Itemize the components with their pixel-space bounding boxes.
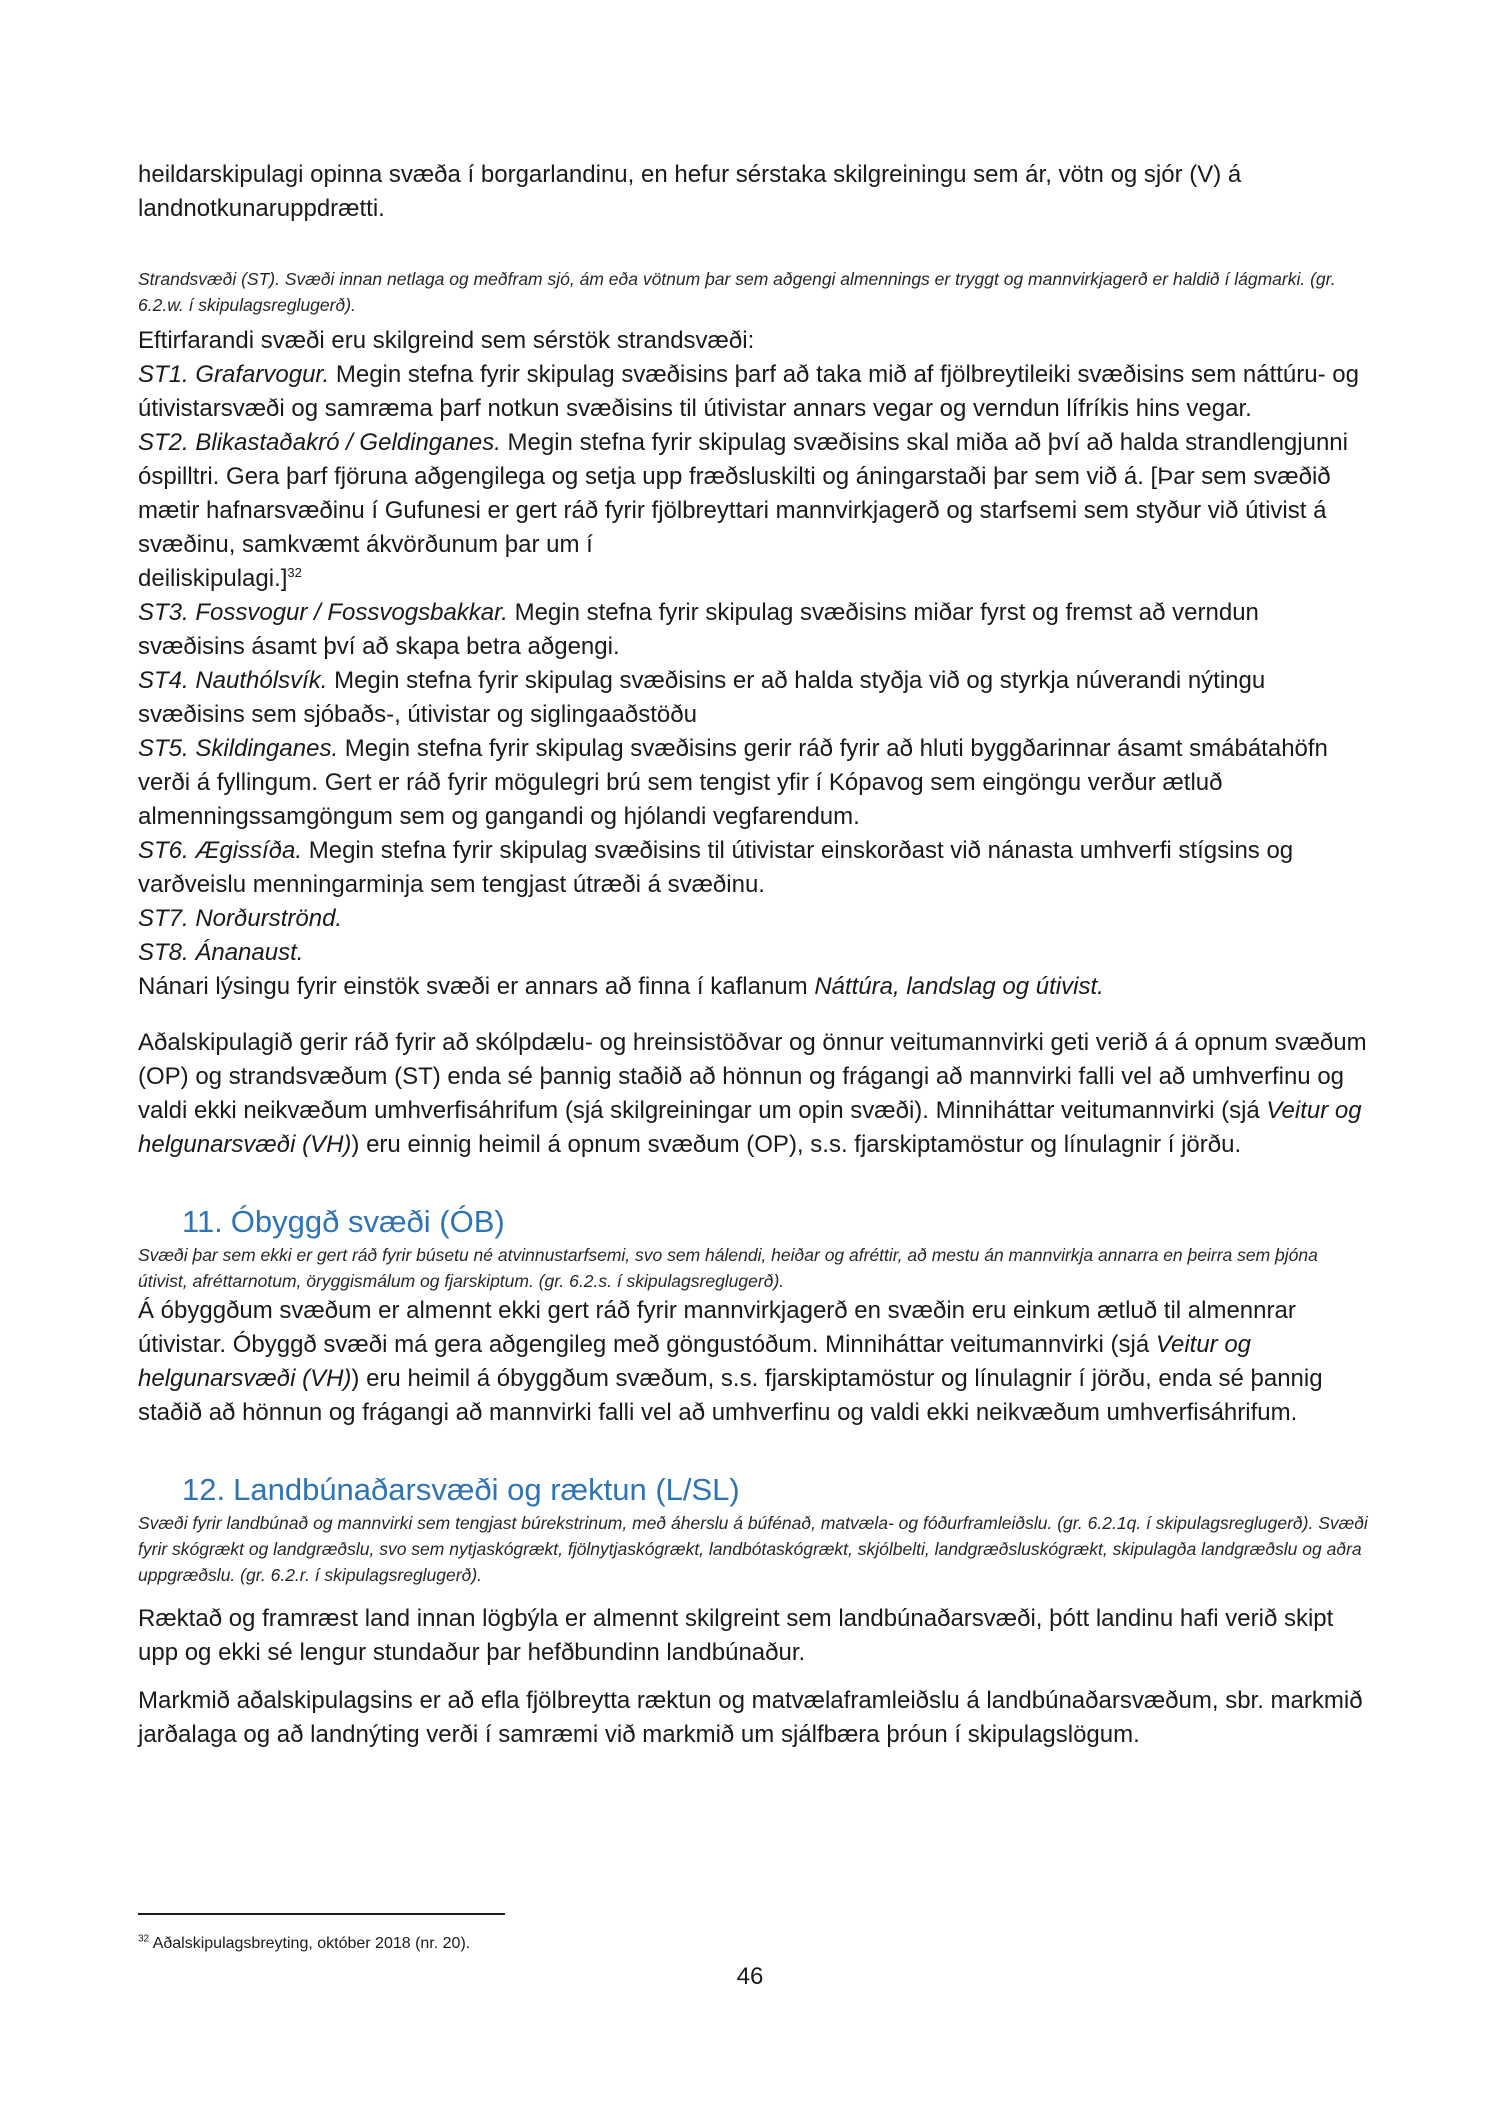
strand-item-text: Megin stefna fyrir skipulag svæðisins miðar fyrst og fremst að verndun svæðisins ásamt því að skapa betra aðgengi. xyxy=(138,599,1259,660)
strand-definition: Strandsvæði (ST). Svæði innan netlaga og meðfram sjó, ám eða vötnum þar sem aðgengi almennings er tryggt og mannvirkjagerð er haldið í lágmarki. (gr. 6.2.w. í skipulagsreglugerð). xyxy=(138,269,1336,315)
strand-item-name: ST3. Fossvogur / Fossvogsbakkar. xyxy=(138,599,508,626)
strand-item-text: Megin stefna fyrir skipulag svæðisins þarf að taka mið af fjölbreytileiki svæðisins sem náttúru- og útivistarsvæði og samræma þarf notkun svæðisins til útivistar annars vegar og verndun lífríkis hins vegar. xyxy=(138,361,1359,422)
page-number: 46 xyxy=(736,1963,764,1990)
strand-item-name: ST2. Blikastaðakró / Geldinganes. xyxy=(138,429,501,456)
strand-item-name: ST8. Ánanaust. xyxy=(138,939,304,966)
page-content xyxy=(138,158,1370,1752)
strand-item-text: Megin stefna fyrir skipulag svæðisins er að halda styðja við og styrkja núverandi nýtingu svæðisins sem sjóbaðs-, útivistar og siglingaaðstöðu xyxy=(138,667,1266,728)
strand-closing-text: Nánari lýsingu fyrir einstök svæði er annars að finna í kaflanum xyxy=(138,973,815,1000)
section-11-text-end: ) eru heimil á óbyggðum svæðum, s.s. fjarskiptamöstur og línulagnir í jörðu, enda sé þannig staðið að hönnun og frágangi að mannvirki falli vel að umhverfinu og valdi ekki neikvæðum umhverfisáhrifum. xyxy=(138,1365,1323,1426)
utility-text-end: ) eru einnig heimil á opnum svæðum (OP), s.s. fjarskiptamöstur og línulagnir í jörðu. xyxy=(351,1131,1242,1158)
strand-item-st3 xyxy=(138,596,1370,664)
chapter-reference: Náttúra, landslag og útivist. xyxy=(814,973,1104,1000)
strand-item-st4 xyxy=(138,664,1370,732)
section-title: Landbúnaðarsvæði og ræktun (L/SL) xyxy=(233,1472,740,1507)
strand-item-name: ST7. Norðurströnd. xyxy=(138,905,343,932)
strand-item-text-continued: deiliskipulagi.] xyxy=(138,565,288,592)
utility-paragraph xyxy=(138,1026,1370,1162)
strand-item-st8 xyxy=(138,936,1370,970)
section-12-paragraph-2: Markmið aðalskipulagsins er að efla fjölbreytta ræktun og matvælaframleiðslu á landbúnaðarsvæðum, sbr. markmið jarðalaga og að landnýting verði í samræmi við markmið um sjálfbæra þróun í skipulagslögum. xyxy=(138,1687,1363,1748)
footnote-divider xyxy=(138,1913,505,1915)
section-12-heading xyxy=(138,1470,1370,1510)
section-title: Óbyggð svæði (ÓB) xyxy=(230,1204,505,1239)
strand-list xyxy=(138,324,1370,1004)
strand-item-text: Megin stefna fyrir skipulag svæðisins skal miða að því að halda strandlengjunni óspilltri. Gera þarf fjöruna aðgengilega og setja upp fræðsluskilti og áningarstaði þar sem við á. [Þar sem svæðið mætir hafnarsvæðinu í Gufunesi er gert ráð fyrir fjölbreyttari mannvirkjagerð og starfsemi sem styður við útivist á svæðinu, samkvæmt ákvörðunum þar um í xyxy=(138,429,1348,558)
section-11-reference: Veitur og helgunarsvæði (VH) xyxy=(138,1331,1252,1392)
strand-closing xyxy=(138,970,1370,1004)
strand-item-text: Megin stefna fyrir skipulag svæðisins gerir ráð fyrir að hluti byggðarinnar ásamt smábátahöfn verði á fyllingum. Gert er ráð fyrir mögulegri brú sem tengist yfir í Kópavog sem eingöngu verður ætluð almenningssamgöngum sem og gangandi og hjólandi vegfarendum. xyxy=(138,735,1328,830)
section-11-body xyxy=(138,1294,1370,1430)
utility-text: Aðalskipulagið gerir ráð fyrir að skólpdælu- og hreinsistöðvar og önnur veitumannvirki geti verið á á opnum svæðum (OP) og strandsvæðum (ST) enda sé þannig staðið að hönnun og frágangi að mannvirki falli vel að umhverfinu og valdi ekki neikvæðum umhverfisáhrifum (sjá skilgreiningar um opin svæði). Minniháttar veitumannvirki (sjá xyxy=(138,1029,1367,1124)
section-11-heading xyxy=(138,1202,1370,1242)
footnote xyxy=(138,1933,470,1955)
section-11-text: Á óbyggðum svæðum er almennt ekki gert ráð fyrir mannvirkjagerð en svæðin eru einkum ætluð til almennrar útivistar. Óbyggð svæði má gera aðgengileg með göngustóðum. Minniháttar veitumannvirki (sjá xyxy=(138,1297,1296,1358)
footnote-reference[interactable]: 32 xyxy=(287,565,302,580)
strand-item-name: ST1. Grafarvogur. xyxy=(138,361,330,388)
strand-item-st5 xyxy=(138,732,1370,834)
strand-item-name: ST6. Ægissíða. xyxy=(138,837,303,864)
strand-lead: Eftirfarandi svæði eru skilgreind sem sérstök strandsvæði: xyxy=(138,327,755,354)
footnote-text: Aðalskipulagsbreyting, október 2018 (nr. 20). xyxy=(149,1935,471,1952)
intro-paragraph: heildarskipulagi opinna svæða í borgarlandinu, en hefur sérstaka skilgreiningu sem ár, vötn og sjór (V) á landnotkunaruppdrætti. xyxy=(138,161,1242,222)
strand-item-st6 xyxy=(138,834,1370,902)
strand-item-text: Megin stefna fyrir skipulag svæðisins til útivistar einskorðast við nánasta umhverfi stígsins og varðveislu menningarminja sem tengjast útræði á svæðinu. xyxy=(138,837,1294,898)
utility-reference: Veitur og helgunarsvæði (VH) xyxy=(138,1097,1362,1158)
strand-item-name: ST4. Nauthólsvík. xyxy=(138,667,328,694)
section-12-paragraph-1: Ræktað og framræst land innan lögbýla er almennt skilgreint sem landbúnaðarsvæði, þótt landinu hafi verið skipt upp og ekki sé lengur stundaður þar hefðbundinn landbúnaður. xyxy=(138,1605,1334,1666)
strand-item-st7 xyxy=(138,902,1370,936)
section-number: 12. xyxy=(182,1472,226,1507)
section-11-definition: Svæði þar sem ekki er gert ráð fyrir búsetu né atvinnustarfsemi, svo sem hálendi, heiðar og afréttir, að mestu án mannvirkja annarra en þeirra sem þjóna útivist, afréttarnotum, öryggismálum og fjarskiptum. (gr. 6.2.s. í skipulagsreglugerð). xyxy=(138,1245,1318,1291)
section-12-definition: Svæði fyrir landbúnað og mannvirki sem tengjast búrekstrinum, með áherslu á búfénað, matvæla- og fóðurframleiðslu. (gr. 6.2.1q. í skipulagsreglugerð). Svæði fyrir skógrækt og landgræðslu, svo sem nytjaskógrækt, fjölnytjaskógrækt, landbótaskógrækt, skjólbelti, landgræðsluskógrækt, skipulagða landgræðslu og aðra uppgræðslu. (gr. 6.2.r. í skipulagsreglugerð). xyxy=(138,1513,1368,1585)
strand-item-name: ST5. Skildinganes. xyxy=(138,735,339,762)
strand-item-st2 xyxy=(138,426,1370,596)
strand-item-st1 xyxy=(138,358,1370,426)
section-number: 11. xyxy=(182,1204,223,1239)
footnote-marker: 32 xyxy=(138,1933,150,1945)
